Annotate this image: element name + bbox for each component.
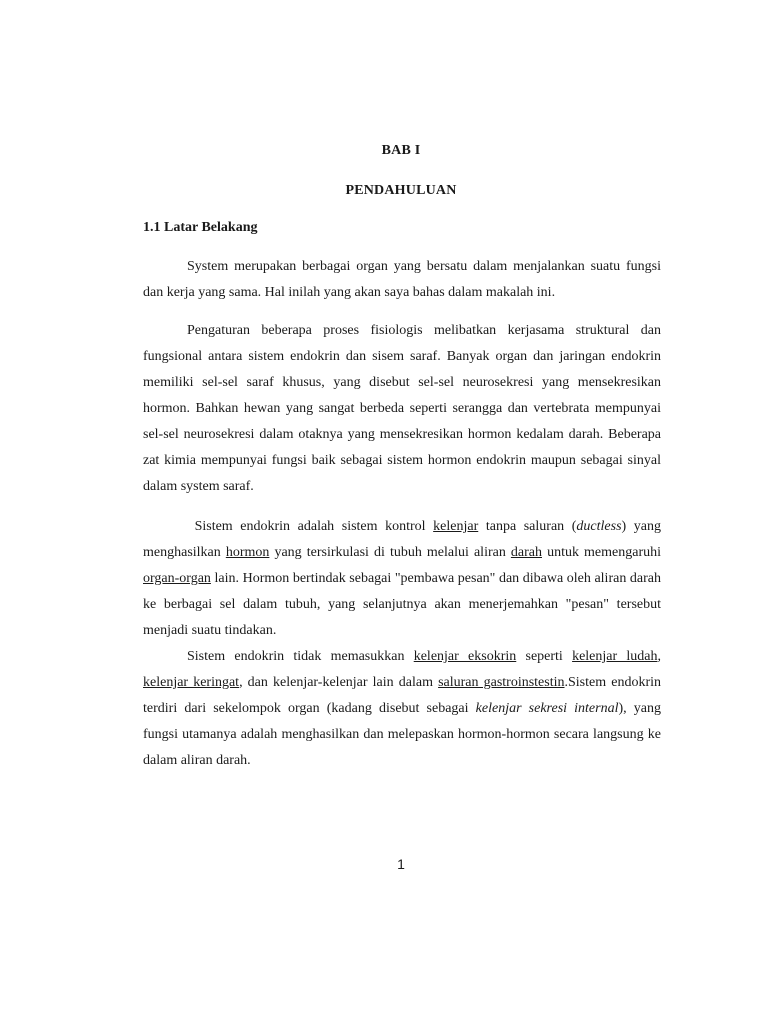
paragraph-4-text: Sistem endokrin tidak memasukkan (187, 649, 414, 664)
chapter-title: PENDAHULUAN (345, 183, 457, 198)
paragraph-3 (143, 514, 661, 644)
link-organ-organ[interactable]: organ-organ (143, 571, 211, 586)
link-darah[interactable]: darah (510, 545, 542, 560)
link-saluran-gastroinstestin[interactable]: saluran gastroinstestin (438, 675, 565, 690)
paragraph-4-text: ), yang fungsi utamanya adalah menghasilkan dan melepaskan hormon-hormon secara langsung ke dalam aliran darah. (143, 701, 662, 768)
paragraph-3-text: tanpa saluran ( (478, 519, 577, 534)
paragraph-3-text: yang tersirkulasi di tubuh melalui aliran (269, 545, 511, 560)
chapter-number: BAB I (381, 143, 421, 158)
page-number: 1 (397, 856, 405, 872)
paragraph-3-text: Sistem endokrin adalah sistem kontrol (187, 519, 434, 534)
paragraph-2-text: Pengaturan beberapa proses fisiologis melibatkan kerjasama struktural dan fungsional antara sistem endokrin dan sisem saraf. Banyak organ dan jaringan endokrin memiliki sel-sel saraf khusus, yang disebut sel-sel neurosekresi yang mensekresikan hormon. Bahkan hewan yang sangat berbeda seperti serangga dan vertebrata mempunyai sel-sel neurosekresi dalam otaknya yang mensekresikan hormon kedalam darah. Beberapa zat kimia mempunyai fungsi baik sebagai sistem hormon endokrin maupun sebagai sinyal dalam system saraf. (143, 323, 661, 494)
section-heading: 1.1 Latar Belakang (143, 220, 258, 235)
paragraph-4-text: , (657, 649, 662, 664)
paragraph-1 (143, 254, 661, 306)
paragraph-3-text: lain. Hormon bertindak sebagai "pembawa pesan" dan dibawa oleh aliran darah ke berbagai sel dalam tubuh, yang selanjutnya akan menerjemahkan "pesan" tersebut menjadi suatu tindakan. (143, 571, 661, 638)
link-kelenjar[interactable]: kelenjar (433, 519, 479, 534)
link-hormon[interactable]: hormon (225, 545, 270, 560)
paragraph-3-text: untuk memengaruhi (542, 545, 661, 560)
paragraph-2 (143, 318, 661, 500)
paragraph-4-text: .Sistem endokrin terdiri dari sekelompok organ (kadang disebut sebagai (143, 675, 661, 716)
paragraph-3-text: ) yang menghasilkan (143, 519, 661, 560)
link-kelenjar-ludah[interactable]: kelenjar ludah (572, 649, 658, 664)
italic-term: kelenjar sekresi internal (475, 701, 619, 716)
paragraph-4-text: seperti (516, 649, 573, 664)
paragraph-4 (143, 644, 661, 774)
paragraph-4-text: , dan kelenjar-kelenjar lain dalam (239, 675, 439, 690)
link-kelenjar-eksokrin[interactable]: kelenjar eksokrin (413, 649, 517, 664)
link-kelenjar-keringat[interactable]: kelenjar keringat (143, 675, 240, 690)
italic-term: ductless (576, 519, 622, 534)
paragraph-1-text: System merupakan berbagai organ yang bersatu dalam menjalankan suatu fungsi dan kerja yang sama. Hal inilah yang akan saya bahas dalam makalah ini. (143, 259, 661, 300)
